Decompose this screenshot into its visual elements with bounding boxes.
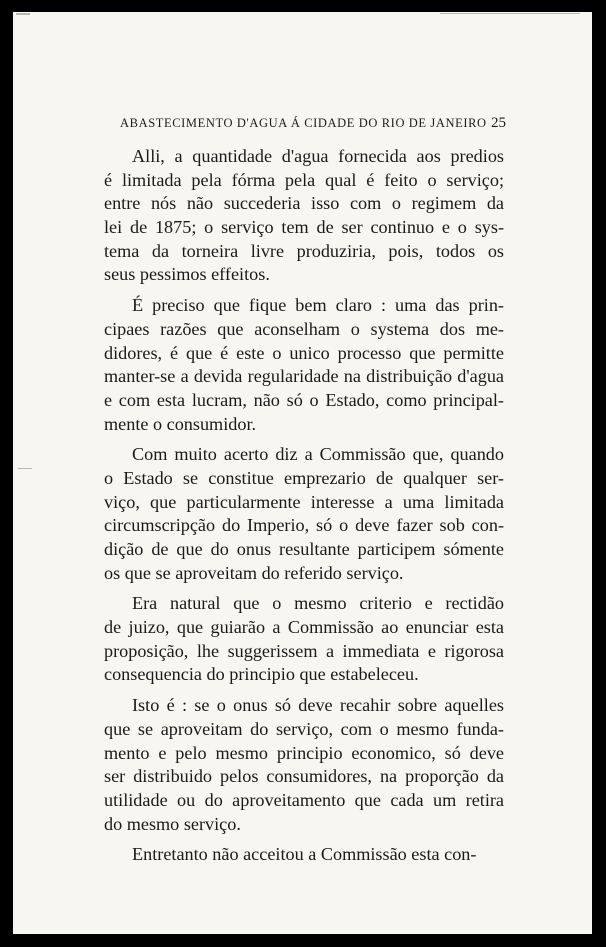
text-line: Com muito acerto diz a Commissão que, quando: [132, 444, 504, 465]
text-line: viço, que particularmente interesse a uma limitada: [104, 491, 504, 512]
running-title: ABASTECIMENTO D'AGUA Á CIDADE DO RIO DE JANEIRO: [120, 116, 487, 130]
text-line: do mesmo serviço.: [104, 813, 241, 834]
text-line: manter-se a devida regularidade na distribuição d'agua: [104, 366, 504, 387]
paragraph: [104, 843, 504, 867]
text-line: é limitada pela fórma pela qual é feito o serviço;: [104, 169, 504, 190]
text-line: dição de que do onus resultante participem sómente: [104, 539, 504, 559]
page-number: 25: [491, 115, 506, 131]
paragraph: [104, 592, 504, 687]
text-line: entre nós não succederia isso com o regimem da: [104, 193, 504, 214]
text-line: os que se aproveitam do referido serviço.: [104, 562, 404, 583]
text-line: mente o consumidor.: [104, 413, 257, 434]
scan-artifact: [18, 468, 32, 469]
text-line: ser distribuido pelos consumidores, na proporção da: [104, 766, 504, 787]
text-line: seus pessimos effeitos.: [104, 264, 270, 285]
text-line: que se aproveitam do serviço, com o mesmo funda-: [104, 718, 504, 739]
text-line: Era natural que o mesmo criterio e rectidão: [132, 593, 504, 614]
text-line: utilidade ou do aproveitamento que cada um retira: [104, 789, 504, 810]
text-line: cipaes razões que aconselham o systema dos me-: [104, 318, 504, 339]
paragraph: [104, 694, 504, 836]
text-line: consequencia do principio que estabeleceu.: [104, 664, 419, 685]
body-text: [104, 145, 504, 874]
text-line: proposição, lhe suggerissem a immediata e rigorosa: [104, 640, 504, 661]
text-line: circumscripção do Imperio, só o deve fazer sob con-: [104, 515, 504, 536]
scan-artifact: [16, 13, 30, 15]
text-line: didores, é que é este o unico processo que permitte: [104, 342, 504, 363]
scan-artifact: [440, 13, 580, 14]
text-line: É preciso que fique bem claro : uma das prin-: [132, 295, 504, 316]
paragraph: [104, 443, 504, 585]
text-line: tema da torneira livre produziria, pois, todos os: [104, 240, 504, 261]
text-line: Isto é : se o onus só deve recahir sobre aquelles: [132, 695, 504, 716]
paragraph: [104, 145, 504, 287]
text-line: Alli, a quantidade d'agua fornecida aos predios: [132, 146, 504, 166]
text-line: e com esta lucram, não só o Estado, como principal-: [104, 389, 504, 410]
text-line: de juizo, que guiarão a Commissão ao enunciar esta: [104, 617, 504, 638]
paragraph: [104, 294, 504, 436]
text-line: lei de 1875; o serviço tem de ser continuo e o sys-: [104, 217, 504, 238]
text-line: Entretanto não acceitou a Commissão esta con-: [132, 844, 477, 865]
text-line: o Estado se constitue emprezario de qualquer ser-: [104, 467, 504, 488]
text-line: mento e pelo mesmo principio economico, só deve: [104, 742, 504, 763]
